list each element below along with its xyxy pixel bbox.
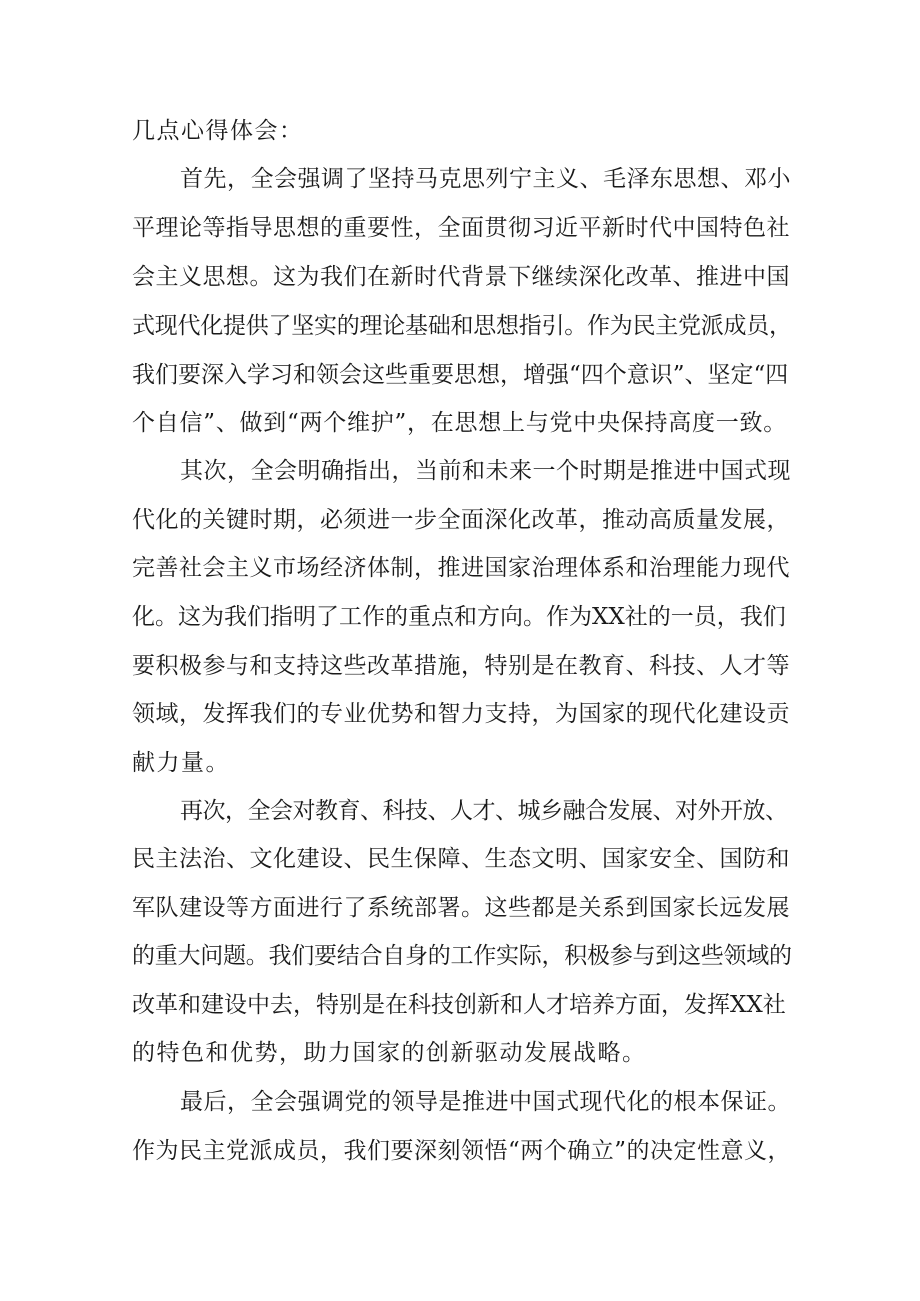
paragraph-2-line-7: 献力量。 — [132, 750, 230, 776]
paragraph-2-line-4: 化。这为我们指明了工作的重点和方向。作为XX社的一员，我们 — [132, 604, 786, 630]
paragraph-3-line-5: 改革和建设中去，特别是在科技创新和人才培养方面，发挥XX社 — [132, 992, 786, 1018]
paragraph-3-line-2: 民主法治、文化建设、民生保障、生态文明、国家安全、国防和 — [132, 846, 790, 872]
paragraph-1-line-5: 我们要深入学习和领会这些重要思想，增强“四个意识”、坚定“四 — [132, 362, 789, 388]
paragraph-1-line-1: 首先，全会强调了坚持马克思列宁主义、毛泽东思想、邓小 — [180, 166, 791, 192]
paragraph-3-line-1: 再次，全会对教育、科技、人才、城乡融合发展、对外开放、 — [180, 798, 788, 824]
paragraph-4-line-2: 作为民主党派成员，我们要深刻领悟“两个确立”的决定性意义， — [132, 1138, 792, 1164]
paragraph-3-line-6: 的特色和优势，助力国家的创新驱动发展战略。 — [132, 1040, 647, 1066]
paragraph-2-line-6: 领域，发挥我们的专业优势和智力支持，为国家的现代化建设贡 — [132, 701, 790, 727]
paragraph-2-line-1: 其次，全会明确指出，当前和未来一个时期是推进中国式现 — [180, 458, 791, 484]
paragraph-1-line-4: 式现代化提供了坚实的理论基础和思想指引。作为民主党派成员， — [132, 313, 792, 339]
paragraph-1-line-6: 个自信”、做到“两个维护”，在思想上与党中央保持高度一致。 — [132, 410, 788, 436]
paragraph-3-line-4: 的重大问题。我们要结合自身的工作实际，积极参与到这些领域的 — [132, 943, 792, 969]
paragraph-2-line-5: 要积极参与和支持这些改革措施，特别是在教育、科技、人才等 — [132, 653, 790, 679]
paragraph-1-line-2: 平理论等指导思想的重要性，全面贯彻习近平新时代中国特色社 — [132, 215, 790, 241]
paragraph-1-line-3: 会主义思想。这为我们在新时代背景下继续深化改革、推进中国 — [132, 264, 790, 290]
section-heading: 几点心得体会： — [132, 118, 304, 144]
paragraph-2-line-3: 完善社会主义市场经济体制，推进国家治理体系和治理能力现代 — [132, 555, 790, 581]
paragraph-3-line-3: 军队建设等方面进行了系统部署。这些都是关系到国家长远发展 — [132, 895, 790, 921]
paragraph-4-line-1: 最后，全会强调党的领导是推进中国式现代化的根本保证。 — [180, 1089, 791, 1115]
paragraph-2-line-2: 代化的关键时期，必须进一步全面深化改革，推动高质量发展， — [132, 507, 790, 533]
